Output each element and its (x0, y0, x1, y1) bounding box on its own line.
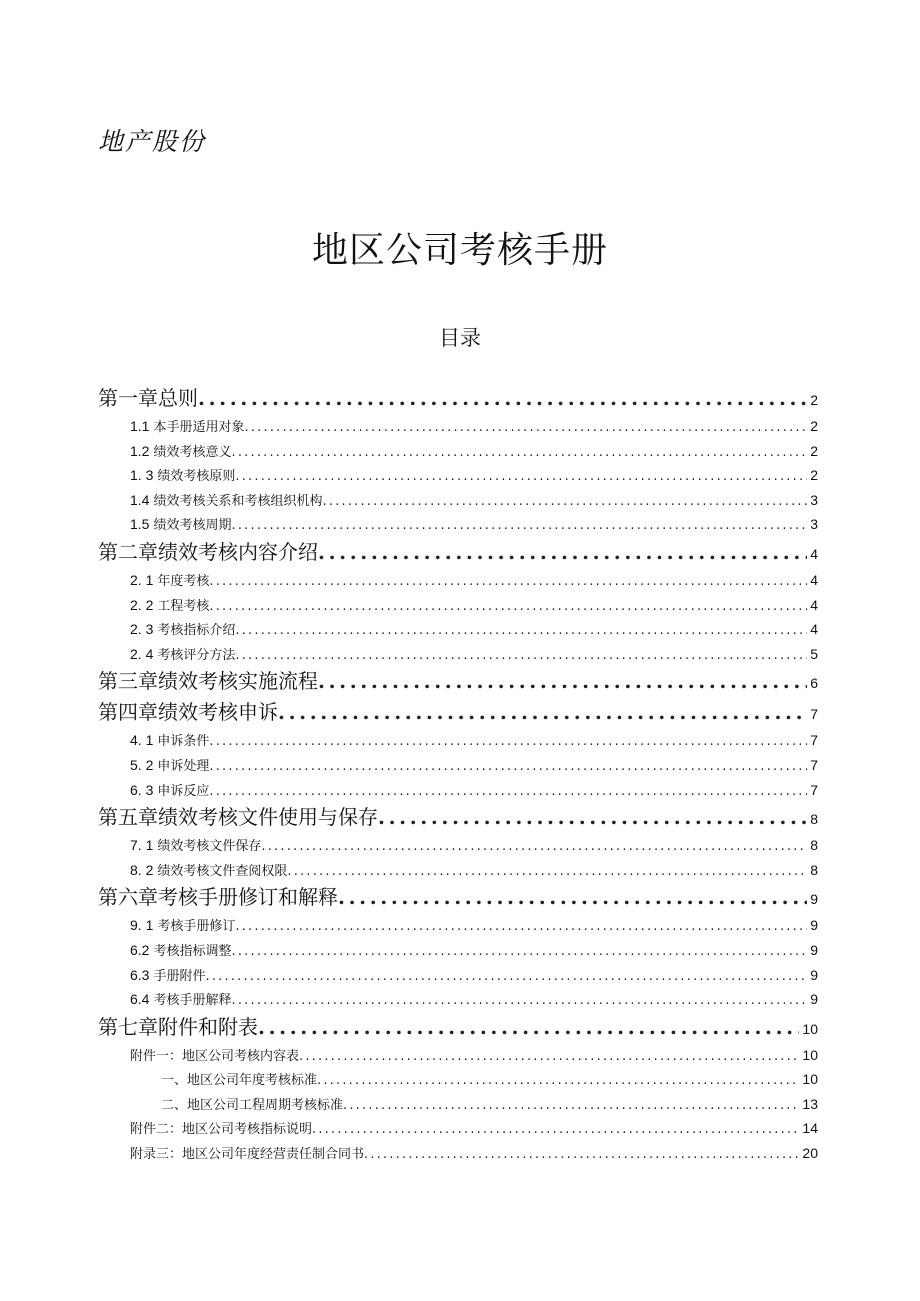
toc-section-entry[interactable] (98, 512, 818, 537)
toc-entry-label (130, 753, 209, 778)
toc-entry-number: 1.5 (130, 516, 150, 533)
dot-leader (231, 989, 807, 1012)
dot-leader (312, 1118, 799, 1141)
toc-entry-label (98, 1012, 258, 1043)
toc-section-entry[interactable] (98, 938, 818, 963)
toc-section-entry[interactable] (98, 568, 818, 593)
toc-entry-text: 第七章附件和附表 (98, 1014, 258, 1039)
toc-entry-label (98, 537, 318, 568)
toc-page-number: 5 (810, 645, 818, 662)
dot-leader (318, 666, 807, 697)
toc-page-number: 6 (810, 675, 818, 692)
dot-leader (231, 514, 807, 537)
toc-page-number: 4 (810, 621, 818, 638)
dot-leader (278, 697, 807, 728)
toc-entry-text: 附录三：地区公司年度经营责任制合同书 (130, 1147, 365, 1163)
toc-entry-number: 6. 3 (130, 781, 154, 798)
toc-chapter-entry[interactable] (98, 802, 818, 833)
toc-page-number: 10 (802, 1046, 818, 1063)
dot-leader (209, 595, 807, 618)
toc-page-number: 4 (810, 571, 818, 588)
dot-leader (299, 1045, 799, 1068)
dot-leader (231, 940, 807, 963)
dot-leader (209, 780, 807, 803)
toc-page-number: 7 (810, 706, 818, 723)
toc-section-entry[interactable] (98, 833, 818, 858)
toc-page-number: 2 (810, 418, 818, 434)
toc-page-number: 10 (802, 1020, 818, 1037)
dot-leader (235, 915, 807, 938)
toc-section-entry[interactable] (98, 1067, 818, 1092)
toc-page-number: 9 (810, 991, 818, 1008)
toc-entry-text: 二、地区公司工程周期考核标准 (161, 1097, 344, 1113)
dot-leader (231, 441, 807, 464)
toc-entry-label (130, 617, 235, 642)
document-title: 地区公司考核手册 (311, 230, 608, 271)
dot-leader (244, 416, 807, 439)
toc-section-entry[interactable] (98, 753, 818, 778)
toc-entry-text: 本手册适用对象 (153, 420, 245, 435)
toc-entry-number: 1. 3 (130, 467, 154, 484)
toc-page-number: 13 (802, 1095, 818, 1112)
toc-section-entry[interactable] (98, 963, 818, 988)
toc-entry-number: 2. 1 (130, 571, 154, 588)
toc-chapter-entry[interactable] (98, 1012, 818, 1043)
toc-section-entry[interactable] (98, 439, 818, 464)
toc-entry-label (98, 697, 278, 728)
toc-entry-label (130, 463, 235, 488)
dot-leader (287, 860, 807, 883)
toc-entry-label (161, 1069, 317, 1092)
toc-page-number: 7 (810, 781, 818, 798)
toc-page-number: 2 (810, 442, 818, 459)
toc-page-number: 14 (802, 1120, 818, 1137)
toc-entry-label (130, 1045, 299, 1068)
toc-entry-text: 考核指标介绍 (157, 623, 236, 639)
toc-entry-label (130, 593, 209, 618)
dot-leader (322, 490, 807, 513)
dot-leader (209, 755, 807, 778)
toc-page-number: 10 (802, 1071, 818, 1088)
toc-entry-text: 考核评分方法 (157, 647, 236, 663)
dot-leader (338, 882, 807, 913)
toc-entry-text: 申诉条件 (157, 734, 210, 750)
toc-chapter-entry[interactable] (98, 383, 818, 414)
toc-entry-label (98, 882, 338, 913)
toc-entry-text: 一、地区公司年度考核标准 (161, 1073, 318, 1089)
toc-section-entry[interactable] (98, 858, 818, 883)
toc-entry-text: 第五章绩效考核文件使用与保存 (98, 805, 378, 830)
toc-entry-label (98, 383, 198, 414)
toc-entry-number: 4. 1 (130, 732, 154, 749)
toc-heading: 目录 (439, 326, 481, 350)
toc-entry-text: 年度考核 (157, 573, 210, 589)
toc-entry-number: 2. 3 (130, 621, 154, 638)
toc-section-entry[interactable] (98, 728, 818, 753)
toc-entry-number: 8. 2 (130, 861, 154, 878)
toc-chapter-entry[interactable] (98, 666, 818, 697)
toc-entry-label (130, 913, 235, 938)
toc-entry-text: 附件一：地区公司考核内容表 (130, 1048, 300, 1064)
toc-entry-label (130, 414, 244, 439)
dot-leader (318, 537, 807, 568)
toc-page-number: 9 (810, 966, 818, 983)
toc-page-number: 9 (810, 891, 818, 908)
toc-page-number: 4 (810, 545, 818, 562)
toc-section-entry[interactable] (98, 1092, 818, 1117)
toc-section-entry[interactable] (98, 642, 818, 667)
toc-entry-text: 手册附件 (153, 968, 206, 984)
toc-section-entry[interactable] (98, 617, 818, 642)
toc-entry-text: 第四章绩效考核申诉 (98, 700, 278, 725)
toc-page-number: 9 (810, 917, 818, 934)
toc-entry-text: 绩效考核周期 (153, 518, 232, 534)
toc-page-number: 3 (810, 516, 818, 533)
toc-section-entry[interactable] (98, 1116, 818, 1141)
toc-entry-label (161, 1094, 343, 1117)
toc-entry-text: 申诉处理 (157, 758, 210, 774)
dot-leader (235, 619, 807, 642)
toc-section-entry[interactable] (98, 913, 818, 938)
toc-section-entry[interactable] (98, 414, 818, 439)
toc-entry-label (98, 666, 318, 697)
toc-entry-number: 1.1 (130, 418, 150, 434)
toc-entry-text: 绩效考核意义 (153, 444, 232, 460)
toc-entry-label (130, 512, 231, 537)
toc-page-number: 2 (810, 392, 818, 408)
toc-entry-label (130, 858, 287, 883)
dot-leader (205, 965, 807, 988)
dot-leader (261, 835, 807, 858)
toc-entry-number: 6.2 (130, 941, 150, 958)
toc-page-number: 7 (810, 732, 818, 749)
toc-entry-text: 考核指标调整 (153, 943, 232, 959)
dot-leader (209, 730, 807, 753)
dot-leader (198, 383, 807, 414)
toc-entry-text: 第六章考核手册修订和解释 (98, 885, 338, 910)
toc-entry-label (130, 987, 231, 1012)
toc-entry-number: 6.3 (130, 966, 150, 983)
toc-entry-text: 申诉反应 (157, 783, 210, 799)
toc-entry-label (130, 1118, 312, 1141)
toc-entry-label (130, 938, 231, 963)
table-of-contents (98, 383, 818, 1166)
toc-entry-number: 2. 2 (130, 596, 154, 613)
toc-page-number: 7 (810, 756, 818, 773)
toc-entry-label (130, 728, 209, 753)
toc-section-entry[interactable] (98, 1043, 818, 1068)
toc-entry-label (130, 963, 205, 988)
toc-section-entry[interactable] (98, 593, 818, 618)
toc-chapter-entry[interactable] (98, 537, 818, 568)
toc-entry-text: 绩效考核文件保存 (157, 839, 262, 855)
dot-leader (378, 802, 807, 833)
toc-entry-label (130, 568, 209, 593)
toc-page-number: 4 (810, 596, 818, 613)
toc-entry-text: 考核手册解释 (153, 993, 232, 1009)
dot-leader (209, 570, 807, 593)
toc-entry-number: 1.2 (130, 442, 150, 459)
toc-page-number: 9 (810, 941, 818, 958)
toc-entry-number: 1.4 (130, 491, 150, 508)
toc-chapter-entry[interactable] (98, 697, 818, 728)
toc-entry-text: 考核手册修订 (157, 919, 236, 935)
toc-entry-text: 绩效考核关系和考核组织机构 (153, 493, 323, 509)
dot-leader (235, 465, 807, 488)
toc-section-entry[interactable] (98, 463, 818, 488)
toc-entry-text: 第一章总则 (98, 386, 198, 410)
dot-leader (364, 1143, 799, 1166)
toc-section-entry[interactable] (98, 987, 818, 1012)
toc-entry-text: 第二章绩效考核内容介绍 (98, 539, 318, 564)
toc-page-number: 8 (810, 837, 818, 854)
toc-entry-number: 9. 1 (130, 917, 154, 934)
toc-entry-number: 7. 1 (130, 837, 154, 854)
toc-entry-text: 绩效考核原则 (157, 469, 236, 485)
toc-page-number: 8 (810, 811, 818, 828)
toc-entry-text: 工程考核 (157, 598, 210, 614)
toc-chapter-entry[interactable] (98, 882, 818, 913)
toc-entry-label (130, 833, 261, 858)
toc-entry-label (98, 802, 378, 833)
toc-entry-label (130, 778, 209, 803)
toc-page-number: 8 (810, 861, 818, 878)
toc-entry-number: 2. 4 (130, 645, 154, 662)
toc-entry-text: 附件二：地区公司考核指标说明 (130, 1122, 313, 1138)
dot-leader (258, 1012, 799, 1043)
toc-page-number: 2 (810, 467, 818, 484)
company-name: 地产股份 (98, 127, 207, 156)
toc-page-number: 20 (802, 1145, 818, 1162)
toc-entry-label (130, 488, 322, 513)
toc-section-entry[interactable] (98, 778, 818, 803)
toc-entry-label (130, 642, 235, 667)
dot-leader (235, 644, 807, 667)
toc-entry-label (130, 439, 231, 464)
toc-section-entry[interactable] (98, 1141, 818, 1166)
toc-page-number: 3 (810, 491, 818, 508)
toc-entry-number: 6.4 (130, 991, 150, 1008)
dot-leader (343, 1094, 799, 1117)
toc-entry-text: 第三章绩效考核实施流程 (98, 669, 318, 694)
toc-section-entry[interactable] (98, 488, 818, 513)
toc-entry-label (130, 1143, 364, 1166)
toc-entry-text: 绩效考核文件查阅权限 (157, 863, 288, 879)
dot-leader (317, 1069, 799, 1092)
toc-entry-number: 5. 2 (130, 756, 154, 773)
